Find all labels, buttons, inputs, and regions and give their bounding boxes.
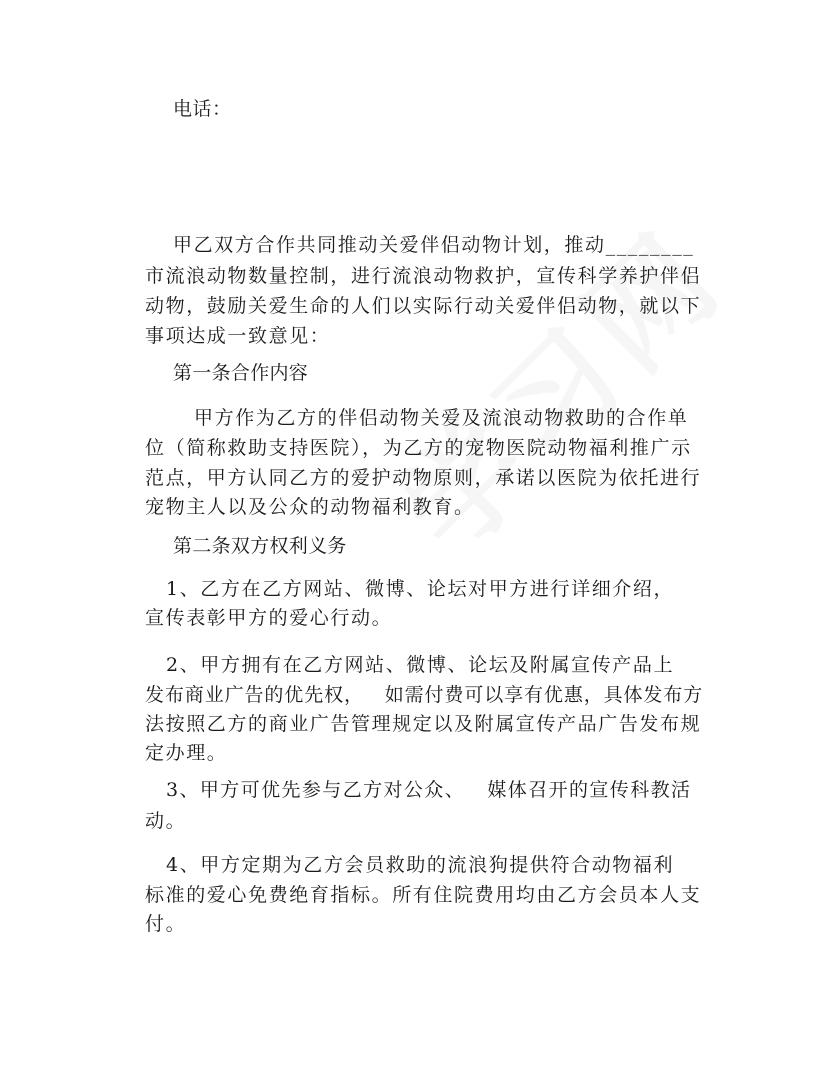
intro-line-1: 甲乙双方合作共同推动关爱伴侣动物计划，推动________ [173, 234, 695, 256]
intro-line-2: 市流浪动物数量控制，进行流浪动物救护，宣传科学养护伴侣 [145, 265, 702, 287]
item2-line-4: 定办理。 [145, 742, 228, 764]
item3-line-1: 3、甲方可优先参与乙方对公众、 媒体召开的宣传科教活 [166, 779, 692, 801]
item4-line-3: 付。 [145, 913, 187, 935]
article1-line-1: 甲方作为乙方的伴侣动物关爱及流浪动物救助的合作单 [194, 407, 689, 429]
article1-line-2: 位（简称救助支持医院），为乙方的宠物医院动物福利推广示 [145, 437, 692, 459]
intro-line-4: 事项达成一致意见： [145, 325, 331, 347]
item1-line-2: 宣传表彰甲方的爱心行动。 [145, 607, 393, 629]
article2-title: 第二条双方权利义务 [173, 535, 347, 557]
intro-line-3: 动物，鼓励关爱生命的人们以实际行动关爱伴侣动物，就以下 [145, 295, 702, 317]
item3-line-2: 动。 [145, 810, 187, 832]
article1-line-4: 宠物主人以及公众的动物福利教育。 [145, 496, 475, 518]
item4-line-2: 标准的爱心免费绝育指标。所有住院费用均由乙方会员本人支 [145, 884, 702, 906]
item1-line-1: 1、乙方在乙方网站、微博、论坛对甲方进行详细介绍， [166, 578, 675, 600]
phone-label: 电话： [173, 98, 232, 120]
item2-line-1: 2、甲方拥有在乙方网站、微博、论坛及附属宣传产品上 [166, 654, 675, 676]
item2-line-2: 发布商业广告的优先权， 如需付费可以享有优惠，具体发布方 [145, 684, 704, 706]
article1-title: 第一条合作内容 [173, 362, 309, 384]
item2-line-3: 法按照乙方的商业广告管理规定以及附属宣传产品广告发布规 [145, 713, 702, 735]
article1-line-3: 范点，甲方认同乙方的爱护动物原则，承诺以医院为依托进行 [145, 467, 702, 489]
item4-line-1: 4、甲方定期为乙方会员救助的流浪狗提供符合动物福利 [166, 854, 675, 876]
